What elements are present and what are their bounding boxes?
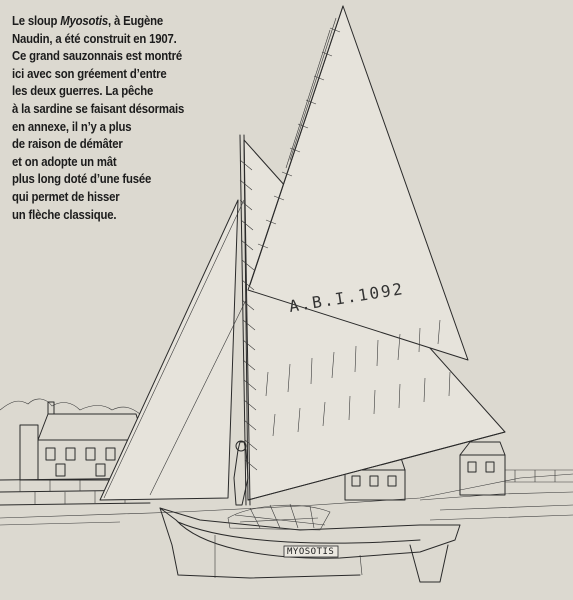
caption-line: un flèche classique. [12,206,117,222]
jib [100,200,238,500]
caption-text [12,12,197,223]
caption-line: Naudin, a été construit en 1907. [12,30,177,46]
caption-line: en annexe, il n’y a plus [12,118,132,134]
caption-line: les deux guerres. La pêche [12,83,154,99]
caption-line: plus long doté d’une fusée [12,171,152,187]
caption-line: à la sardine se faisant désormais [12,100,185,116]
caption-line: qui permet de hisser [12,188,120,204]
caption-line-1: Le sloup Myosotis, à Eugène [12,13,164,28]
caption-line: et on adopte un mât [12,153,117,169]
hull-name-label: MYOSOTIS [287,547,335,557]
boat-name-italic: Myosotis [60,13,109,28]
caption-line: de raison de démâter [12,136,123,152]
sail-registration-number: A.B.I.1092 [287,278,406,316]
caption-line: Ce grand sauzonnais est montré [12,48,183,64]
caption-line: ici avec son gréement d’entre [12,65,167,81]
